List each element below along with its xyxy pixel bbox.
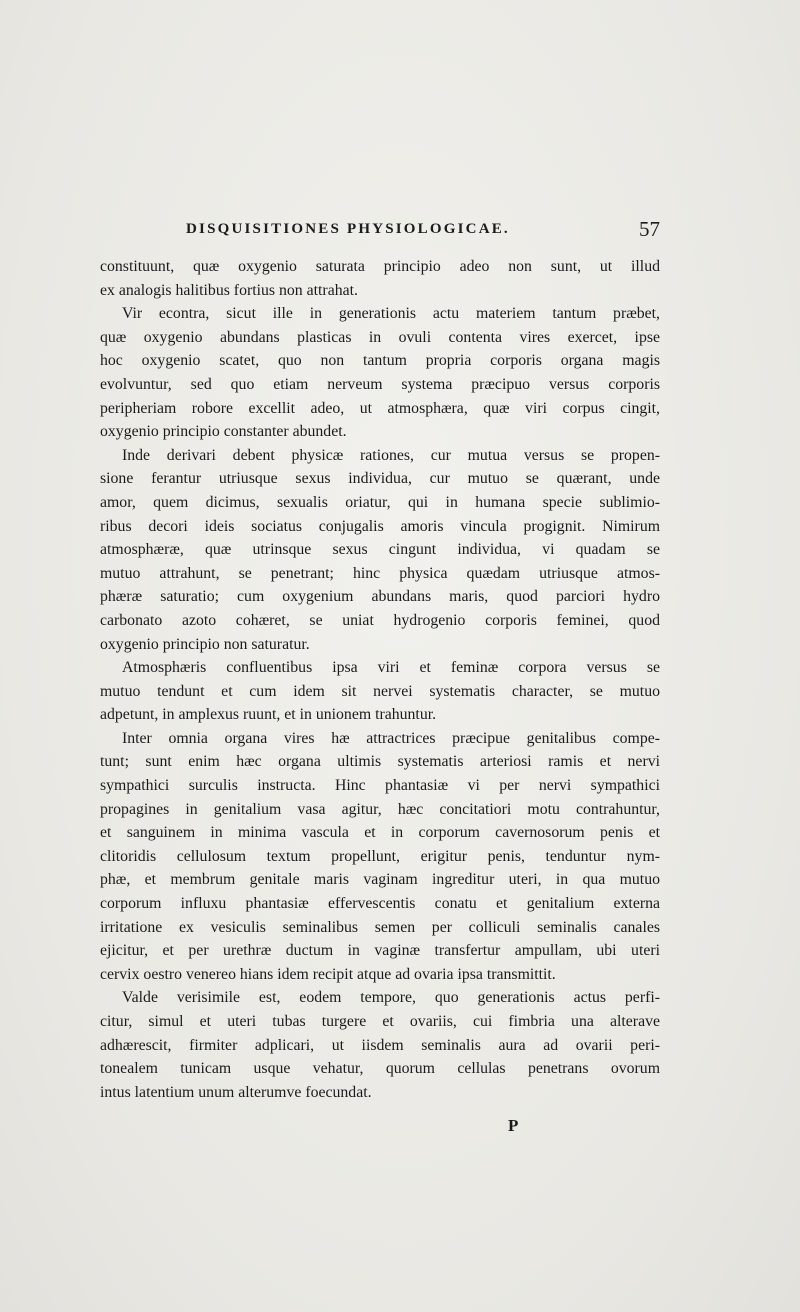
text-line: constituunt, quæ oxygenio saturata principio adeo non sunt, ut illud <box>100 258 660 275</box>
text-line: sione ferantur utriusque sexus individua, cur mutuo se quærant, unde <box>100 470 660 488</box>
body-text <box>100 255 660 1104</box>
text-line: Inde derivari debent physicæ rationes, cur mutua versus se propen- <box>122 446 660 464</box>
text-line: ejicitur, et per urethræ ductum in vaginæ transfertur ampullam, ubi uteri <box>100 942 660 960</box>
text-line: clitoridis cellulosum textum propellunt, erigitur penis, tenduntur nym- <box>100 847 660 865</box>
text-line: propagines in genitalium vasa agitur, hæc concitatiori motu contrahuntur, <box>100 800 660 818</box>
text-line: Atmosphæris confluentibus ipsa viri et feminæ corpora versus se <box>122 659 660 677</box>
text-line: atmosphæræ, quæ utrinsque sexus cingunt individua, vi quadam se <box>100 541 660 559</box>
text-line: carbonato azoto cohæret, se uniat hydrogenio corporis feminei, quod <box>100 611 660 629</box>
text-line: oxygenio principio non saturatur. <box>100 635 310 653</box>
text-line: Valde verisimile est, eodem tempore, quo generationis actus perfi- <box>122 989 660 1007</box>
text-line: oxygenio principio constanter abundet. <box>100 423 347 441</box>
running-title: DISQUISITIONES PHYSIOLOGICAE. <box>186 221 510 237</box>
text-line: cervix oestro venereo hians idem recipit atque ad ovaria ipsa transmittit. <box>100 965 556 983</box>
text-line: phæ, et membrum genitale maris vaginam ingreditur uteri, in qua mutuo <box>100 871 660 889</box>
text-line: ribus decori ideis sociatus conjugalis amoris vincula progignit. Nimirum <box>100 517 660 535</box>
text-line: et sanguinem in minima vascula et in corporum cavernosorum penis et <box>100 824 660 842</box>
text-line: corporum influxu phantasiæ effervescentis conatu et genitalium externa <box>100 895 660 913</box>
text-line: sympathici surculis instructa. Hinc phantasiæ vi per nervi sympathici <box>100 777 660 795</box>
text-line: adpetunt, in amplexus ruunt, et in unionem trahuntur. <box>100 706 437 724</box>
text-line: quæ oxygenio abundans plasticas in ovuli contenta vires exercet, ipse <box>100 328 660 346</box>
text-line: evolvuntur, sed quo etiam nerveum systema præcipuo versus corporis <box>100 375 660 393</box>
text-line: tunt; sunt enim hæc organa ultimis systematis arteriosi ramis et nervi <box>100 753 660 771</box>
text-line: peripheriam robore excellit adeo, ut atmosphæra, quæ viri corpus cingit, <box>100 399 660 417</box>
text-line: Inter omnia organa vires hæ attractrices præcipue genitalibus compe- <box>122 729 660 747</box>
text-line: tonealem tunicam usque vehatur, quorum cellulas penetrans ovorum <box>100 1060 660 1078</box>
text-line: Vir econtra, sicut ille in generationis actu materiem tantum præbet, <box>122 305 660 323</box>
text-line: amor, quem dicimus, sexualis oriatur, qui in humana specie sublimio- <box>100 493 660 511</box>
text-line: adhærescit, firmiter adplicari, ut iisdem seminalis aura ad ovarii peri- <box>100 1036 660 1054</box>
text-line: phæræ saturatio; cum oxygenium abundans maris, quod parciori hydro <box>100 588 660 606</box>
text-line: mutuo tendunt et cum idem sit nervei systematis character, se mutuo <box>100 682 660 700</box>
page-number: 57 <box>639 217 660 241</box>
text-line: irritatione ex vesiculis seminalibus semen per colliculi seminalis canales <box>100 918 660 936</box>
text-line: intus latentium unum alterumve foecundat. <box>100 1083 372 1101</box>
text-line: mutuo attrahunt, se penetrant; hinc physica quædam utriusque atmos- <box>100 564 660 582</box>
signature-mark: P <box>508 1116 519 1135</box>
text-line: hoc oxygenio scatet, quo non tantum propria corporis organa magis <box>100 352 660 370</box>
page-header <box>186 217 660 245</box>
text-line: citur, simul et uteri tubas turgere et ovariis, cui fimbria una alterave <box>100 1013 660 1030</box>
text-line: ex analogis halitibus fortius non attrahat. <box>100 281 358 299</box>
